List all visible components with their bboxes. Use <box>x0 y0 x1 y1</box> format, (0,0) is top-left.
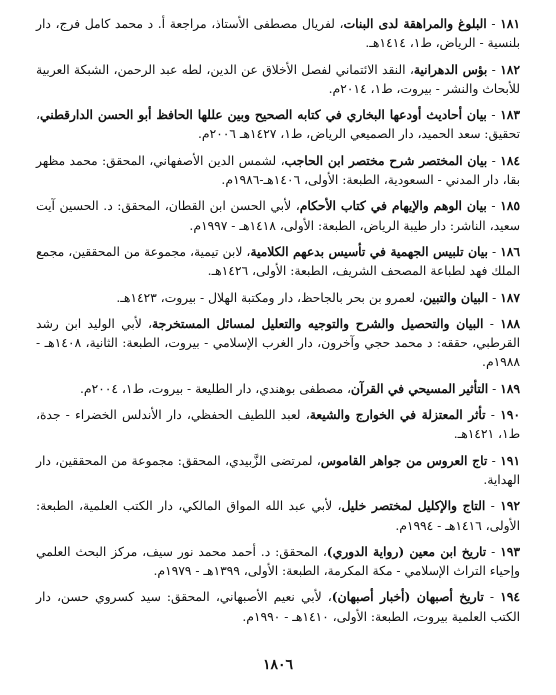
entry-title: بيان الوهم والإيهام في كتاب الأحكام <box>299 198 487 214</box>
entry-number: ١٨٨ <box>500 315 520 331</box>
entry-separator: - <box>487 153 501 168</box>
entry-title: البلوغ والمراهقة لدى البنات <box>343 16 487 31</box>
entry-number: ١٨٦ <box>500 243 520 259</box>
entry-separator: - <box>483 316 501 331</box>
bibliography-entry <box>36 242 520 282</box>
entry-title: بيان تلبيس الجهمية في تأسيس بدعهم الكلامية <box>250 243 488 259</box>
entry-number: ١٨٣ <box>500 107 520 123</box>
entry-number: ١٨١ <box>500 16 520 31</box>
entry-number: ١٩٣ <box>500 543 520 559</box>
entry-number: ١٩١ <box>500 452 520 468</box>
entry-number: ١٩٠ <box>500 407 520 423</box>
entry-details: ، لابن تيمية، مجموعة من المحققين، مجمع الملك فهد لطباعة المصحف الشريف، الطبعة: الأولى، ١٤٢٦هـ. <box>36 244 520 279</box>
entry-title: بؤس الدهرانية <box>413 61 488 77</box>
entry-title: تأثر المعتزلة في الخوارج والشيعة <box>309 407 486 423</box>
bibliography-entry <box>36 542 520 582</box>
entry-details: ، المحقق: د. أحمد محمد نور سيف، مركز البحث العلمي وإحياء التراث الإسلامي - مكة المكرمة، الطبعة: الأولى، ١٣٩٩هـ - ١٩٧٩م. <box>36 544 520 579</box>
entry-separator: - <box>487 244 501 259</box>
entry-details: ، لشمس الدين الأصفهاني، المحقق: محمد مظهر بقا، دار المدني - السعودية، الطبعة: الأولى، ١٤٠٦هـ-١٩٨٦م. <box>36 153 520 188</box>
bibliography-entry <box>36 496 520 536</box>
entry-details: ، لمرتضى الزَّبيدي، المحقق: مجموعة من المحققين، دار الهداية. <box>36 453 520 487</box>
entry-title: البيان والتبين <box>422 289 489 305</box>
entry-title: التأثير المسيحي في القرآن <box>350 380 489 396</box>
entry-details: ، تحقيق: سعد الحميد، دار الصميعي الرياض، ط١، ١٤٢٧هـ ٢٠٠٦م. <box>36 108 520 142</box>
bibliography-entry <box>36 14 520 54</box>
bibliography-entry <box>36 314 520 373</box>
entry-separator: - <box>486 17 501 31</box>
entry-number: ١٨٢ <box>500 61 520 77</box>
page-number: ١٨٠٦ <box>262 657 294 673</box>
entry-separator: - <box>487 453 501 468</box>
entry-separator: - <box>487 62 501 77</box>
entry-title: تاريخ ابن معين (رواية الدوري) <box>326 543 487 559</box>
entry-separator: - <box>483 590 501 605</box>
entry-separator: - <box>485 499 501 514</box>
entry-details: ، لعبد اللطيف الحفظي، دار الأندلس الخضراء - جدة، ط١، ١٤٢١هـ. <box>36 408 520 442</box>
entry-title: التاج والإكليل لمختصر خليل <box>341 498 486 514</box>
entry-number: ١٨٤ <box>500 152 520 168</box>
entry-details: ، لأبي الوليد ابن رشد القرطبي، حققه: د محمد حجي وآخرون، دار الغرب الإسلامي - بيروت، الطبعة: الثانية، ١٤٠٨هـ - ١٩٨٨م. <box>36 316 520 370</box>
entry-details: ، لأبي عبد الله المواق المالكي، دار الكتب العلمية، الطبعة: الأولى، ١٤١٦هـ - ١٩٩٤م. <box>36 499 520 533</box>
bibliography-entry <box>36 151 520 191</box>
bibliography-entry <box>36 405 520 445</box>
entry-separator: - <box>488 290 501 305</box>
entry-number: ١٩٤ <box>500 589 520 605</box>
bibliography-entry <box>36 196 520 236</box>
bibliography-entry <box>36 105 520 145</box>
entry-separator: - <box>486 199 501 214</box>
entry-details: ، لأبي نعيم الأصبهاني، المحقق: سيد كسروي حسن، دار الكتب العلمية بيروت، الطبعة: الأولى، ١٤١٠هـ - ١٩٩٠م. <box>36 590 520 624</box>
entry-details: ، لفريال مصطفى الأستاذ، مراجعة أ. د محمد كامل فرج، دار بلنسية - الرياض، ط١، ١٤١٤هـ. <box>36 17 520 51</box>
entry-number: ١٩٢ <box>500 498 520 514</box>
entry-details: ، مصطفى بوهندي، دار الطليعة - بيروت، ط١، ٢٠٠٤م. <box>79 381 351 396</box>
entry-details: ، النقد الائتماني لفصل الأخلاق عن الدين، لطه عبد الرحمن، الشبكة العربية للأبحاث والنشر - بيروت، ط١، ٢٠١٤م. <box>36 62 520 96</box>
bibliography-entry <box>36 60 520 100</box>
entry-title: البيان والتحصيل والشرح والتوجيه والتعليل لمسائل المستخرجة <box>152 315 484 331</box>
entry-separator: - <box>486 108 501 123</box>
entry-details: ، لأبي الحسن ابن القطان، المحقق: د. الحسين آيت سعيد، الناشر: دار طيبة الرياض، الطبعة: الأولى، ١٤١٨هـ - ١٩٩٧م. <box>36 199 520 233</box>
entry-number: ١٨٩ <box>500 380 520 396</box>
bibliography-entry <box>36 379 520 399</box>
bibliography-entry <box>36 587 520 627</box>
entry-title: تاج العروس من جواهر القاموس <box>320 452 488 468</box>
entry-separator: - <box>485 408 501 423</box>
entry-number: ١٨٥ <box>500 198 520 214</box>
bibliography-list <box>36 14 520 633</box>
bibliography-entry <box>36 288 520 308</box>
entry-title: بيان أحاديث أودعها البخاري في كتابه الصحيح وبين عللها الحافظ أبو الحسن الدارقطني <box>39 107 487 123</box>
entry-title: تاريخ أصبهان (أخبار أصبهان) <box>331 589 484 605</box>
entry-details: ، لعمرو بن بحر بالجاحظ، دار ومكتبة الهلال - بيروت، ١٤٢٣هـ. <box>116 290 423 305</box>
bibliography-entry <box>36 451 520 491</box>
entry-separator: - <box>488 381 501 396</box>
entry-number: ١٨٧ <box>500 289 520 305</box>
entry-separator: - <box>486 544 501 559</box>
entry-title: بيان المختصر شرح مختصر ابن الحاجب <box>284 152 488 168</box>
